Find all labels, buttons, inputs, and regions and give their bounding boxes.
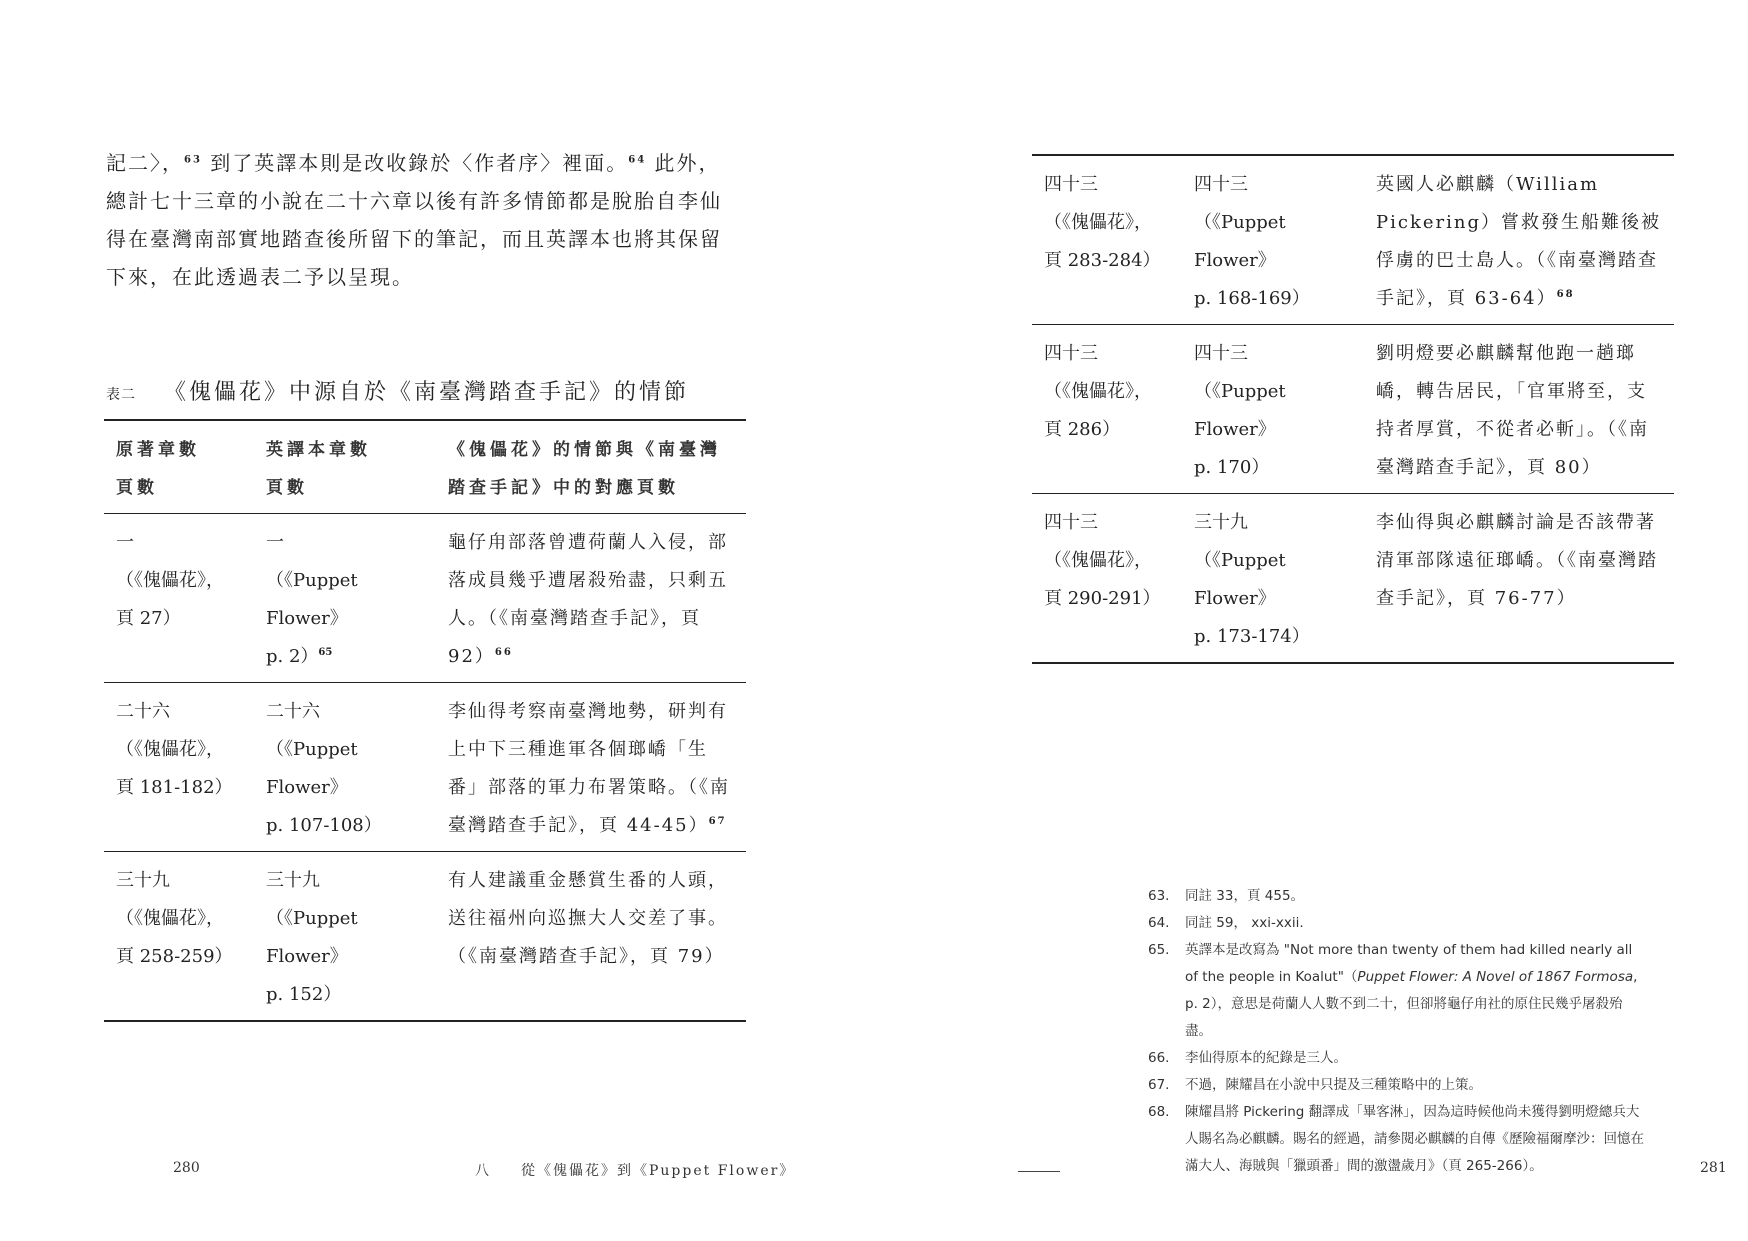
- footnote-text: 英譯本是改寫為 "Not more than twenty of them had killed nearly all of the people in Koalut"（: [1185, 942, 1633, 985]
- table-label: 表二: [106, 387, 136, 403]
- cell-text: （《Puppet Flower》: [266, 570, 358, 629]
- table-header-row: [104, 420, 746, 514]
- header-plot-correspondence: 《傀儡花》的情節與《南臺灣踏查手記》中的對應頁數: [436, 420, 746, 514]
- footnote-68: [1148, 1099, 1648, 1180]
- footnote-ref-66[interactable]: 66: [494, 647, 513, 658]
- footnote-63: [1148, 883, 1648, 910]
- cell-english: [254, 514, 436, 683]
- cell-text: p. 168-169）: [1194, 288, 1310, 309]
- cell-description: [1364, 325, 1674, 494]
- cell-original: [1032, 325, 1182, 494]
- cell-text: （《Puppet Flower》: [1194, 550, 1286, 609]
- cell-english: [1182, 325, 1364, 494]
- plot-source-table-part1: [104, 419, 746, 1022]
- header-text: 原著章數: [116, 440, 200, 460]
- running-head: [475, 1160, 795, 1180]
- cell-text: 四十三: [1044, 174, 1098, 195]
- footnote-text: 李仙得原本的紀錄是三人。: [1185, 1050, 1347, 1066]
- body-paragraph: [106, 144, 726, 296]
- header-text: 英譯本章數: [266, 440, 371, 460]
- footnote-number: 67.: [1148, 1077, 1170, 1093]
- footnote-65: [1148, 937, 1648, 1045]
- footnote-text: 同註 33，頁 455。: [1185, 888, 1305, 904]
- footnotes: [1148, 883, 1648, 1180]
- cell-original: [104, 852, 254, 1022]
- cell-original: [1032, 494, 1182, 664]
- table-title: 《傀儡花》中源自於《南臺灣踏查手記》的情節: [164, 380, 690, 405]
- cell-text: 頁 27）: [116, 608, 181, 629]
- footnote-text: 不過，陳耀昌在小說中只提及三種策略中的上策。: [1185, 1077, 1482, 1093]
- cell-text: 龜仔甪部落曾遭荷蘭人入侵，部落成員幾乎遭屠殺殆盡，只剩五人。（《南臺灣踏查手記》，頁 92）: [448, 532, 728, 667]
- cell-text: 頁 286）: [1044, 419, 1121, 440]
- cell-text: （《傀儡花》，: [1044, 212, 1152, 233]
- header-text: 頁數: [116, 478, 158, 498]
- footnote-number: 65.: [1148, 942, 1170, 958]
- cell-english: [1182, 155, 1364, 325]
- footer-rule: [1018, 1171, 1060, 1172]
- cell-original: [104, 683, 254, 852]
- footnote-ref-63[interactable]: 63: [184, 154, 202, 166]
- running-head-title: 從《傀儡花》到《Puppet Flower》: [521, 1163, 796, 1179]
- cell-text: 頁 258-259）: [116, 946, 233, 967]
- cell-text: 四十三: [1044, 512, 1098, 533]
- cell-text: （《Puppet Flower》: [266, 739, 358, 798]
- cell-original: [104, 514, 254, 683]
- cell-text: 四十三: [1044, 343, 1098, 364]
- running-head-section: 八: [475, 1163, 491, 1179]
- header-english-chapter: [254, 420, 436, 514]
- table-row: [1032, 494, 1674, 664]
- cell-text: 三十九: [266, 870, 320, 891]
- header-text: 頁數: [266, 478, 308, 498]
- cell-text: （《傀儡花》，: [1044, 381, 1152, 402]
- footnote-67: [1148, 1072, 1648, 1099]
- cell-text: （《傀儡花》，: [116, 570, 224, 591]
- cell-description: [436, 514, 746, 683]
- cell-text: 三十九: [1194, 512, 1248, 533]
- cell-text: （《Puppet Flower》: [1194, 381, 1286, 440]
- footnote-64: [1148, 910, 1648, 937]
- header-original-chapter: [104, 420, 254, 514]
- cell-text: 劉明燈要必麒麟幫他跑一趟瑯嶠，轉告居民，「官軍將至，支持者厚賞，不從者必斬」。（《南臺灣踏查手記》，頁 80）: [1376, 343, 1649, 478]
- cell-text: 頁 290-291）: [1044, 588, 1161, 609]
- table-caption: [106, 375, 689, 406]
- cell-text: 李仙得考察南臺灣地勢，研判有上中下三種進軍各個瑯嶠「生番」部落的軍力布署策略。（《南臺灣踏查手記》，頁 44-45）: [448, 701, 730, 836]
- paragraph-text: 到了英譯本則是改收錄於〈作者序〉裡面。: [201, 151, 629, 175]
- page-number-left: 280: [173, 1160, 200, 1176]
- table-row: [1032, 325, 1674, 494]
- footnote-ref-67[interactable]: 67: [708, 816, 727, 827]
- page-number-right: 281: [1700, 1160, 1727, 1176]
- footnote-text: , p. 2），意思是荷蘭人人數不到二十，但卻將龜仔甪社的原住民幾乎屠殺殆盡。: [1185, 969, 1638, 1039]
- cell-text: 二十六: [266, 701, 320, 722]
- footnote-ref-65[interactable]: 65: [318, 647, 333, 658]
- footnote-text: 陳耀昌將 Pickering 翻譯成「畢客淋」，因為這時候他尚未獲得劉明燈總兵大人賜名為必麒麟。賜名的經過，請參閱必麒麟的自傳《歷險福爾摩沙：回憶在滿大人、海賊與「獵頭番」間的激盪歲月》（頁 265-266）。: [1185, 1104, 1644, 1174]
- cell-description: [436, 683, 746, 852]
- footnote-number: 64.: [1148, 915, 1170, 931]
- cell-text: p. 170）: [1194, 457, 1270, 478]
- footnote-text: 同註 59， xxi-xxii.: [1185, 915, 1304, 931]
- footnote-book-title: Puppet Flower: A Novel of 1867 Formosa: [1357, 969, 1634, 985]
- cell-text: （《傀儡花》，: [116, 908, 224, 929]
- footnote-ref-68[interactable]: 68: [1556, 289, 1575, 300]
- cell-english: [254, 852, 436, 1022]
- cell-text: 李仙得與必麒麟討論是否該帶著清軍部隊遠征瑯嶠。（《南臺灣踏查手記》，頁 76-77）: [1376, 512, 1658, 609]
- cell-text: 一: [116, 532, 134, 553]
- cell-text: （《Puppet Flower》: [266, 908, 358, 967]
- footnote-ref-64[interactable]: 64: [628, 154, 647, 166]
- cell-text: 頁 283-284）: [1044, 250, 1161, 271]
- paragraph-text: 此外，總計七十三章的小說在二十六章以後有許多情節都是脫胎自李仙得在臺灣南部實地踏查後所留下的筆記，而且英譯本也將其保留下來，在此透過表二予以呈現。: [106, 151, 722, 289]
- cell-english: [1182, 494, 1364, 664]
- footnote-number: 68.: [1148, 1104, 1170, 1120]
- cell-description: [1364, 155, 1674, 325]
- cell-text: 頁 181-182）: [116, 777, 233, 798]
- footnote-66: [1148, 1045, 1648, 1072]
- cell-text: 一: [266, 532, 284, 553]
- cell-text: 四十三: [1194, 343, 1248, 364]
- table-row: [104, 514, 746, 683]
- cell-text: （《傀儡花》，: [1044, 550, 1152, 571]
- cell-text: （《Puppet Flower》: [1194, 212, 1286, 271]
- cell-description: [436, 852, 746, 1022]
- cell-text: p. 173-174）: [1194, 626, 1310, 647]
- cell-english: [254, 683, 436, 852]
- plot-source-table-part2: [1032, 154, 1674, 664]
- cell-text: 英國人必麒麟（William Pickering）嘗救發生船難後被俘虜的巴士島人。（《南臺灣踏查手記》，頁 63-64）: [1376, 174, 1661, 309]
- paragraph-text: 記二〉，: [106, 151, 184, 175]
- footnote-number: 66.: [1148, 1050, 1170, 1066]
- table-row: [1032, 155, 1674, 325]
- cell-text: 二十六: [116, 701, 170, 722]
- table-row: [104, 683, 746, 852]
- footnote-number: 63.: [1148, 888, 1170, 904]
- cell-text: 三十九: [116, 870, 170, 891]
- cell-text: 四十三: [1194, 174, 1248, 195]
- cell-text: 有人建議重金懸賞生番的人頭，送往福州向巡撫大人交差了事。（《南臺灣踏查手記》，頁 79）: [448, 870, 728, 967]
- table-row: [104, 852, 746, 1022]
- cell-original: [1032, 155, 1182, 325]
- cell-text: p. 152）: [266, 984, 342, 1005]
- cell-text: （《傀儡花》，: [116, 739, 224, 760]
- cell-text: p. 2）: [266, 646, 319, 667]
- cell-text: p. 107-108）: [266, 815, 382, 836]
- cell-description: [1364, 494, 1674, 664]
